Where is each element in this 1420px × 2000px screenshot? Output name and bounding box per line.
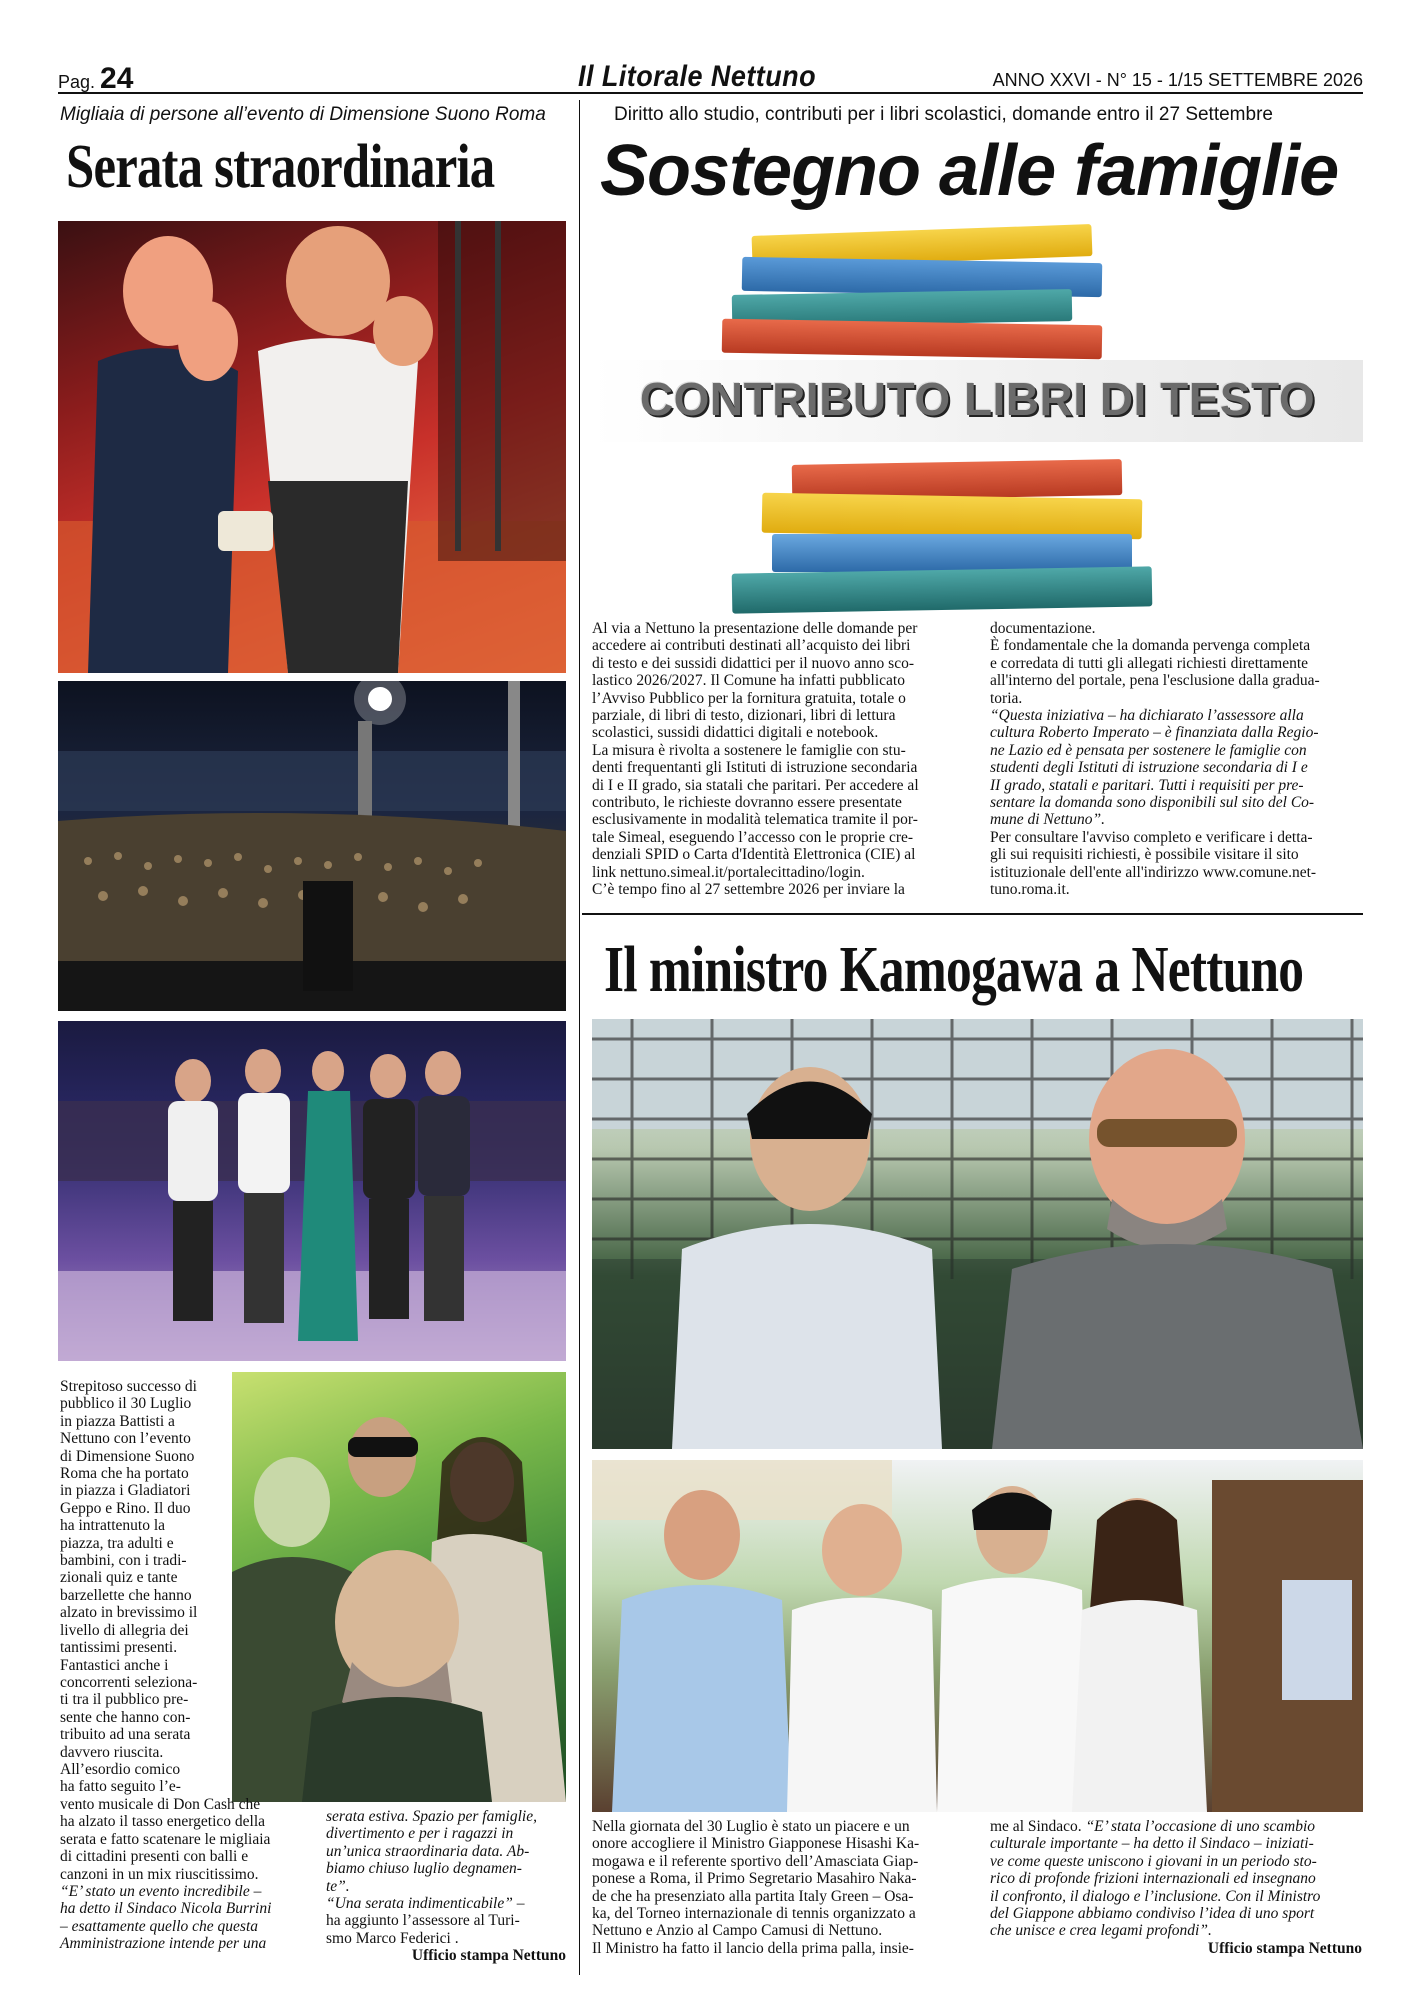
line: link nettuno.simeal.it/portalecittadino/login. bbox=[592, 863, 865, 881]
photo-stage-clapping-art bbox=[58, 221, 566, 673]
photo-group-outdoor-art bbox=[592, 1460, 1363, 1812]
line: concorrenti seleziona- bbox=[60, 1673, 198, 1691]
line: Al via a Nettuno la presentazione delle domande per bbox=[592, 620, 918, 637]
line: ve come queste uniscono i giovani in un periodo sto- bbox=[990, 1852, 1317, 1870]
minister-title: Il ministro Kamogawa a Nettuno bbox=[604, 933, 1304, 1006]
line: di I e II grado, sia statali che paritari. Per accedere al bbox=[592, 776, 919, 794]
photo-crowd-night-art bbox=[58, 681, 566, 1011]
photo-minister-mayor bbox=[592, 1019, 1363, 1449]
line: È fondamentale che la domanda pervenga completa bbox=[990, 637, 1311, 655]
right-top-col2 bbox=[990, 620, 1362, 899]
photo-crowd-night bbox=[58, 681, 566, 1011]
photo-stage-group-art bbox=[58, 1021, 566, 1361]
book bbox=[762, 493, 1143, 540]
books-graphic bbox=[592, 222, 1363, 614]
line: livello di allegria dei bbox=[60, 1621, 189, 1639]
line: de che ha presenziato alla partita Italy Green – Osa- bbox=[592, 1887, 914, 1905]
line: La misura è rivolta a sostenere le famiglie con stu- bbox=[592, 741, 906, 759]
line: denti frequentanti gli Istituti di istruzione secondaria bbox=[592, 759, 918, 777]
line: mogawa e il referente sportivo dell’Amasciata Giap- bbox=[592, 1852, 919, 1870]
line: alzato in brevissimo il bbox=[60, 1604, 198, 1622]
line: lastico 2026/2027. Il Comune ha infatti pubblicato bbox=[592, 672, 905, 690]
line: Geppo e Rino. Il duo bbox=[60, 1499, 191, 1517]
line: culturale importante – ha detto il Sindaco – iniziati- bbox=[990, 1835, 1314, 1853]
line: toria. bbox=[990, 689, 1023, 707]
line: C’è tempo fino al 27 settembre 2026 per inviare la bbox=[592, 881, 905, 899]
right-title: Sostegno alle famiglie bbox=[600, 131, 1339, 211]
line: tale Simeal, eseguendo l’accesso con le proprie cre- bbox=[592, 828, 914, 846]
left-kicker: Migliaia di persone all’evento di Dimensione Suono Roma bbox=[60, 104, 546, 125]
line: sente che hanno con- bbox=[60, 1708, 191, 1726]
left-article-wide bbox=[60, 1796, 305, 1953]
page-header bbox=[58, 60, 1363, 94]
signature: Ufficio stampa Nettuno bbox=[411, 1947, 566, 1965]
right-top-col1 bbox=[592, 620, 964, 899]
book bbox=[772, 534, 1132, 572]
line bbox=[990, 1818, 1362, 1835]
left-title: Serata straordinaria bbox=[66, 133, 495, 201]
signature: Ufficio stampa Nettuno bbox=[1207, 1939, 1362, 1957]
line: parziale, di libri di testo, dizionari, libri di lettura bbox=[592, 707, 896, 725]
line: ha intrattenuto la bbox=[60, 1517, 166, 1535]
line: ti tra il pubblico pre- bbox=[60, 1691, 189, 1709]
photo-minister-mayor-art bbox=[592, 1019, 1363, 1449]
line: barzellette che hanno bbox=[60, 1586, 192, 1604]
line: in piazza i Gladiatori bbox=[60, 1482, 191, 1500]
photo-stage-clapping bbox=[58, 221, 566, 673]
line: – esattamente quello che questa bbox=[60, 1917, 259, 1935]
line: l’Avviso Pubblico per la fornitura gratuita, totale o bbox=[592, 689, 906, 707]
line: vento musicale di Don Cash che bbox=[60, 1796, 261, 1813]
line: Roma che ha portato bbox=[60, 1465, 189, 1483]
photo-stage-group bbox=[58, 1021, 566, 1361]
book bbox=[732, 566, 1153, 613]
right-kicker: Diritto allo studio, contributi per i libri scolastici, domande entro il 27 Settembre bbox=[614, 104, 1273, 125]
line: cultura Roberto Imperato – è finanziata dalla Regio- bbox=[990, 724, 1319, 742]
line: di cittadini presenti con balli e bbox=[60, 1848, 249, 1866]
line: rico di profonde frizioni internazionali ed insegnano bbox=[990, 1870, 1316, 1888]
photo-group-outdoor bbox=[592, 1460, 1363, 1812]
issue-info: ANNO XXVI - N° 15 - 1/15 SETTEMBRE 2026 bbox=[992, 70, 1363, 90]
line: Strepitoso successo di bbox=[60, 1378, 197, 1395]
line: ponese a Roma, il Primo Segretario Masahiro Naka- bbox=[592, 1870, 917, 1888]
line: ne Lazio ed è pensata per sostenere le famiglie con bbox=[990, 741, 1307, 759]
page-number: Pag. 24 bbox=[58, 62, 134, 95]
line: in piazza Battisti a bbox=[60, 1412, 175, 1430]
line: Per consultare l'avviso completo e verificare i detta- bbox=[990, 828, 1313, 846]
line: studenti degli Istituti di istruzione secondaria di I e bbox=[990, 759, 1308, 777]
line: gli sui requisiti richiesti, è possibile visitare il sito bbox=[990, 846, 1299, 864]
line: canzoni in un mix riuscitissimo. bbox=[60, 1865, 259, 1883]
photo-selfie-green-art bbox=[232, 1372, 566, 1802]
line: scolastici, sussidi didattici digitali e notebook. bbox=[592, 724, 879, 742]
line: All’esordio comico bbox=[60, 1760, 181, 1778]
line: Amministrazione intende per una bbox=[60, 1935, 267, 1953]
left-article-col1 bbox=[60, 1378, 223, 1796]
line: e corredata di tutti gli allegati richiesti direttamente bbox=[990, 654, 1309, 672]
line: ha fatto seguito l’e- bbox=[60, 1778, 181, 1796]
line: ha detto il Sindaco Nicola Burrini bbox=[60, 1900, 272, 1918]
line: “Una serata indimenticabile” – bbox=[326, 1895, 525, 1913]
line: onore accogliere il Ministro Giapponese Hisashi Ka- bbox=[592, 1835, 920, 1853]
photo-selfie-green bbox=[232, 1372, 566, 1802]
line: ha aggiunto l’assessore al Turi- bbox=[326, 1912, 520, 1930]
left-article-col2 bbox=[326, 1808, 566, 1965]
line: Fantastici anche i bbox=[60, 1656, 169, 1674]
line: mune di Nettuno”. bbox=[990, 811, 1105, 829]
line: smo Marco Federici . bbox=[326, 1929, 459, 1947]
banner bbox=[592, 360, 1363, 442]
line: del Giappone abbiamo condiviso l’idea di uno sport bbox=[990, 1905, 1315, 1923]
line: contributo, le richieste dovranno essere presentate bbox=[592, 794, 902, 812]
line: serata estiva. Spazio per famiglie, bbox=[326, 1808, 537, 1825]
line: all'interno del portale, pena l'esclusione dalla gradua- bbox=[990, 672, 1320, 690]
line: istituzionale dell'ente all'indirizzo www.comune.net- bbox=[990, 863, 1317, 881]
line: di Dimensione Suono bbox=[60, 1447, 195, 1465]
line: serata e fatto scatenare le migliaia bbox=[60, 1830, 271, 1848]
line: Nettuno con l’evento bbox=[60, 1430, 191, 1448]
line: pubblico il 30 Luglio bbox=[60, 1395, 192, 1413]
line: te”. bbox=[326, 1877, 350, 1895]
line: “E’ stato un evento incredibile – bbox=[60, 1883, 262, 1901]
line: che unisce e crea legami profondi”. bbox=[990, 1922, 1212, 1940]
line: piazza, tra adulti e bbox=[60, 1534, 174, 1552]
line: Nella giornata del 30 Luglio è stato un piacere e un bbox=[592, 1818, 910, 1835]
line: Il Ministro ha fatto il lancio della prima palla, insie- bbox=[592, 1939, 914, 1957]
line: sentare la domanda sono disponibili sul sito del Co- bbox=[990, 794, 1315, 812]
line: esclusivamente in modalità telematica tramite il por- bbox=[592, 811, 918, 829]
line: denziali SPID o Carta d'Identità Elettronica (CIE) al bbox=[592, 846, 916, 864]
line: ha alzato il tasso energetico della bbox=[60, 1813, 266, 1831]
line: Nettuno e Anzio al Campo Camusi di Nettuno. bbox=[592, 1922, 883, 1940]
minister-col1 bbox=[592, 1818, 964, 1957]
minister-col2 bbox=[990, 1818, 1362, 1957]
line: divertimento e per i ragazzi in bbox=[326, 1825, 514, 1843]
line: biamo chiuso luglio degnamen- bbox=[326, 1860, 522, 1878]
masthead: Il Litorale Nettuno bbox=[578, 60, 817, 93]
line: un’unica straordinaria data. Ab- bbox=[326, 1842, 530, 1860]
banner-text: CONTRIBUTO LIBRI DI TESTO bbox=[639, 373, 1316, 425]
line: davvero riuscita. bbox=[60, 1743, 164, 1761]
line: tuno.roma.it. bbox=[990, 881, 1070, 899]
line: accedere ai contributi destinati all’acquisto dei libri bbox=[592, 637, 911, 655]
column-rule bbox=[579, 100, 580, 1975]
line: bambini, con i tradi- bbox=[60, 1552, 187, 1570]
line: tantissimi presenti. bbox=[60, 1639, 178, 1657]
line: il confronto, il dialogo e l’inclusione. Con il Ministro bbox=[990, 1887, 1321, 1905]
line: documentazione. bbox=[990, 620, 1096, 637]
line-lead: me al Sindaco. bbox=[990, 1818, 1086, 1835]
line: “Questa iniziativa – ha dichiarato l’assessore alla bbox=[990, 707, 1304, 725]
line: di testo e dei sussidi didattici per il nuovo anno sco- bbox=[592, 654, 915, 672]
line: zionali quiz e tante bbox=[60, 1569, 178, 1587]
book bbox=[722, 319, 1103, 360]
line: ka, del Torneo internazionale di tennis organizzato a bbox=[592, 1905, 916, 1923]
line-quote: “E’ stata l’occasione di uno scambio bbox=[1085, 1818, 1316, 1835]
section-rule bbox=[582, 913, 1363, 915]
line: II grado, statali e paritari. Tutti i requisiti per pre- bbox=[990, 776, 1304, 794]
line: tribuito ad una serata bbox=[60, 1726, 191, 1744]
